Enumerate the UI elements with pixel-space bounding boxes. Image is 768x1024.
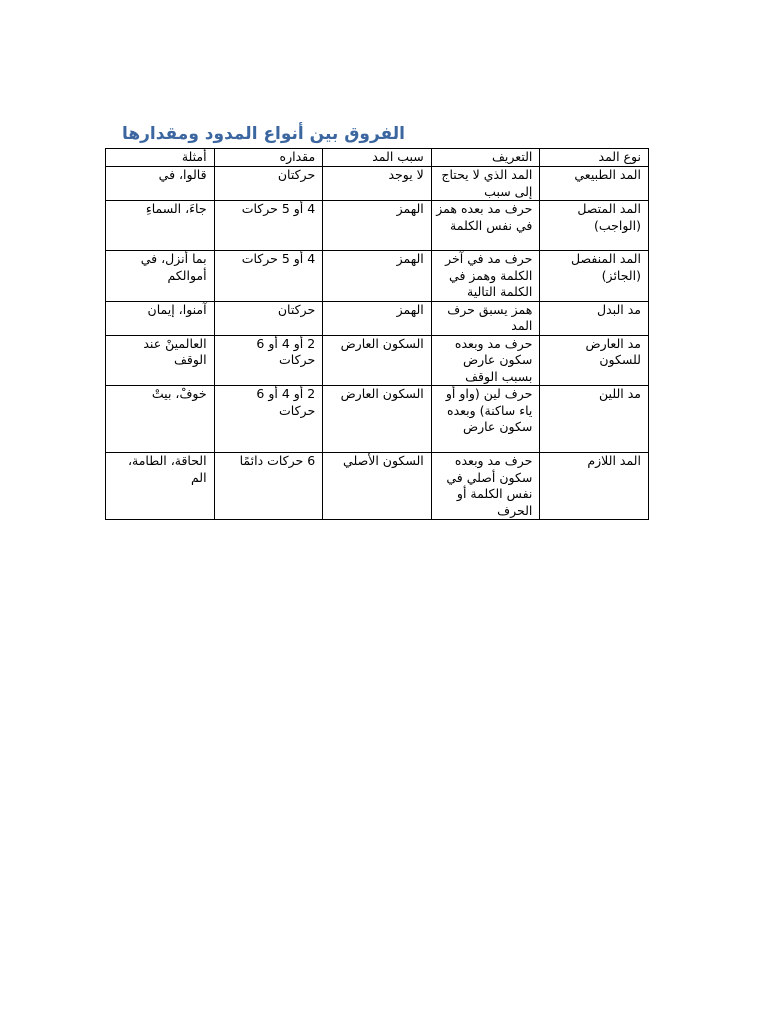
madd-types-table: [105, 148, 649, 520]
cell-examples: جاءَ، السماءِ: [106, 201, 215, 251]
table-row: [106, 386, 649, 453]
cell-cause: الهمز: [323, 201, 432, 251]
cell-cause: الهمز: [323, 301, 432, 335]
cell-length: 2 أو 4 أو 6 حركات: [214, 386, 323, 453]
header-madd-type: نوع المد: [540, 149, 649, 167]
table-row: [106, 251, 649, 302]
cell-definition: حرف لين (واو أو ياء ساكنة) وبعده سكون عارض: [431, 386, 540, 453]
cell-cause: الهمز: [323, 251, 432, 302]
table-row: [106, 201, 649, 251]
cell-examples: آمنوا، إيمان: [106, 301, 215, 335]
cell-length: 4 أو 5 حركات: [214, 201, 323, 251]
cell-definition: حرف مد وبعده سكون عارض بسبب الوقف: [431, 335, 540, 386]
cell-madd-type: مد العارض للسكون: [540, 335, 649, 386]
cell-cause: لا يوجد: [323, 167, 432, 201]
cell-madd-type: المد اللازم: [540, 453, 649, 520]
cell-length: 6 حركات دائمًا: [214, 453, 323, 520]
cell-madd-type: مد اللين: [540, 386, 649, 453]
cell-definition: المد الذي لا يحتاج إلى سبب: [431, 167, 540, 201]
cell-length: حركتان: [214, 167, 323, 201]
table-row: [106, 167, 649, 201]
cell-examples: خوفْ، بيتْ: [106, 386, 215, 453]
cell-examples: العالمينْ عند الوقف: [106, 335, 215, 386]
cell-examples: بما أنزل، في أموالكم: [106, 251, 215, 302]
cell-madd-type: المد المتصل (الواجب): [540, 201, 649, 251]
cell-madd-type: المد المنفصل (الجائز): [540, 251, 649, 302]
page-title: الفروق بين أنواع المدود ومقدارها: [121, 124, 405, 144]
cell-definition: حرف مد وبعده سكون أصلي في نفس الكلمة أو الحرف: [431, 453, 540, 520]
table-row: [106, 453, 649, 520]
table-row: [106, 335, 649, 386]
cell-definition: حرف مد في آخر الكلمة وهمز في الكلمة التالية: [431, 251, 540, 302]
cell-definition: همز يسبق حرف المد: [431, 301, 540, 335]
cell-examples: قالوا، في: [106, 167, 215, 201]
header-cause: سبب المد: [323, 149, 432, 167]
cell-definition: حرف مد بعده همز في نفس الكلمة: [431, 201, 540, 251]
cell-length: 2 أو 4 أو 6 حركات: [214, 335, 323, 386]
cell-length: 4 أو 5 حركات: [214, 251, 323, 302]
cell-madd-type: مد البدل: [540, 301, 649, 335]
header-length: مقداره: [214, 149, 323, 167]
cell-cause: السكون الأصلي: [323, 453, 432, 520]
cell-madd-type: المد الطبيعي: [540, 167, 649, 201]
cell-examples: الحاقة، الطامة، الم: [106, 453, 215, 520]
cell-cause: السكون العارض: [323, 335, 432, 386]
cell-cause: السكون العارض: [323, 386, 432, 453]
cell-length: حركتان: [214, 301, 323, 335]
header-examples: أمثلة: [106, 149, 215, 167]
header-definition: التعريف: [431, 149, 540, 167]
table-header-row: [106, 149, 649, 167]
table-row: [106, 301, 649, 335]
